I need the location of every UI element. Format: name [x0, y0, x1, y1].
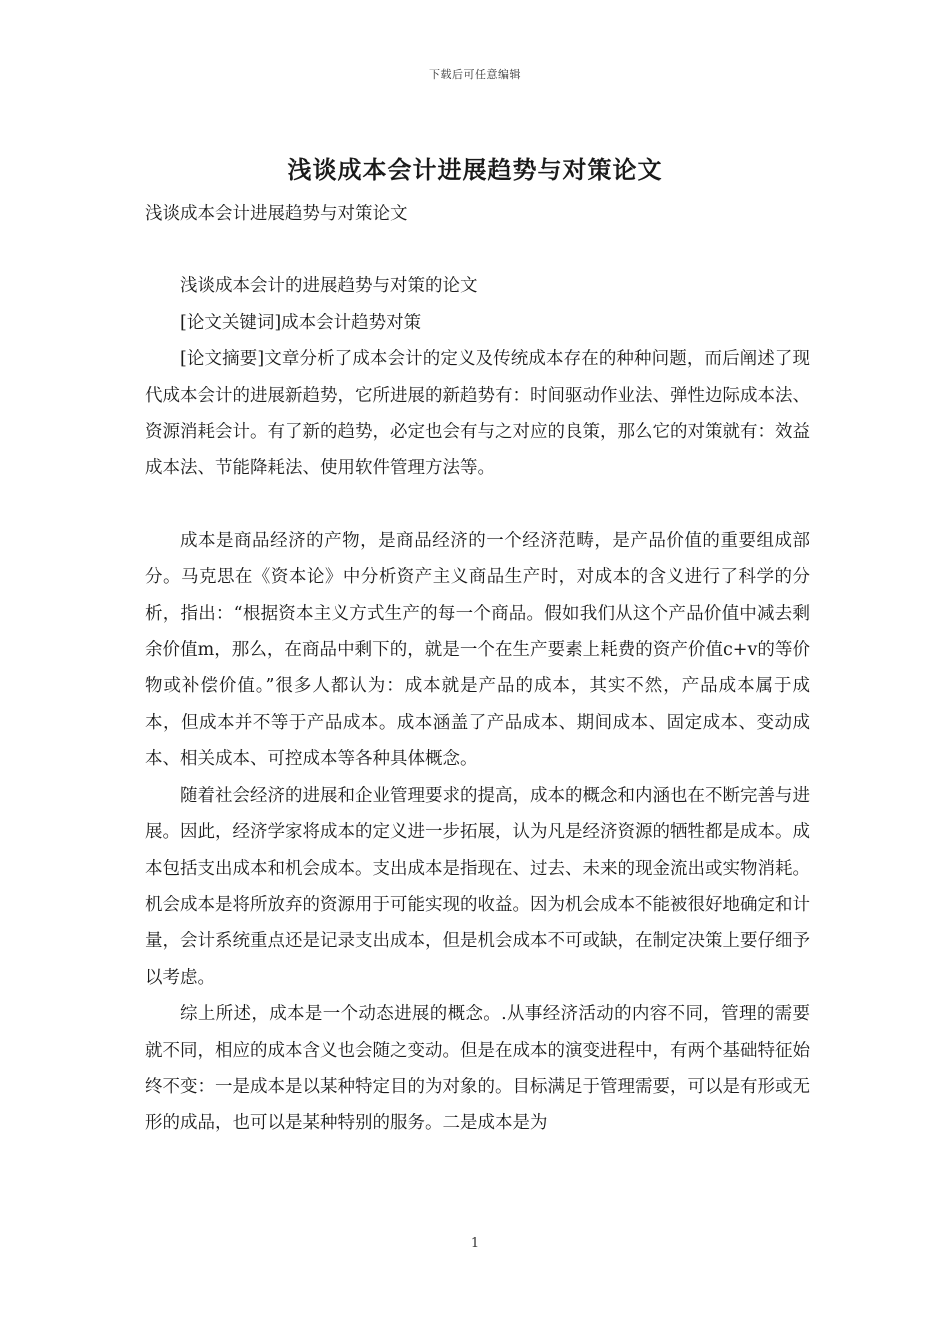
keywords: [论文关键词]成本会计趋势对策 — [180, 312, 422, 333]
body-paragraph: 成本是商品经济的产物，是商品经济的一个经济范畴，是产品价值的重要组成部分。马克思在《资本论》中分析资产主义商品生产时，对成本的含义进行了科学的分析，指出：“根据资本主义方式生产的每一个商品。假如我们从这个产品价值中减去剩余价值m，那么，在商品中剩下的，就是一个在生产要素上耗费的资产价值c+v的等价物或补偿价值。”很多人都认为：成本就是产品的成本，其实不然，产品成本属于成本，但成本并不等于产品成本。成本涵盖了产品成本、期间成本、固定成本、变动成本、相关成本、可控成本等各种具体概念。 — [145, 530, 810, 770]
document-title: 浅谈成本会计进展趋势与对策论文 — [287, 155, 663, 184]
paper-title: 浅谈成本会计的进展趋势与对策的论文 — [180, 276, 478, 297]
abstract: [论文摘要]文章分析了成本会计的定义及传统成本存在的种种问题，而后阐述了现代成本会计的进展新趋势，它所进展的新趋势有：时间驱动作业法、弹性边际成本法、资源消耗会计。有了新的趋势，必定也会有与之对应的良策，那么它的对策就有：效益成本法、节能降耗法、使用软件管理方法等。 — [145, 349, 810, 479]
body-paragraph: 随着社会经济的进展和企业管理要求的提高，成本的概念和内涵也在不断完善与进展。因此，经济学家将成本的定义进一步拓展，认为凡是经济资源的牺牲都是成本。成本包括支出成本和机会成本。支出成本是指现在、过去、未来的现金流出或实物消耗。机会成本是将所放弃的资源用于可能实现的收益。因为机会成本不能被很好地确定和计量，会计系统重点还是记录支出成本，但是机会成本不可或缺，在制定决策上要仔细予以考虑。 — [145, 785, 810, 988]
header-note: 下载后可任意编辑 — [429, 68, 521, 81]
paragraph-spacer — [145, 487, 810, 523]
body-paragraph: 综上所述，成本是一个动态进展的概念。.从事经济活动的内容不同，管理的需要就不同，相应的成本含义也会随之变动。但是在成本的演变进程中，有两个基础特征始终不变：一是成本是以某种特定目的为对象的。目标满足于管理需要，可以是有形或无形的成品，也可以是某种特别的服务。二是成本是为 — [145, 1004, 810, 1134]
page-number: 1 — [470, 1236, 480, 1251]
document-subtitle: 浅谈成本会计进展趋势与对策论文 — [145, 204, 408, 224]
document-body — [145, 196, 810, 1142]
